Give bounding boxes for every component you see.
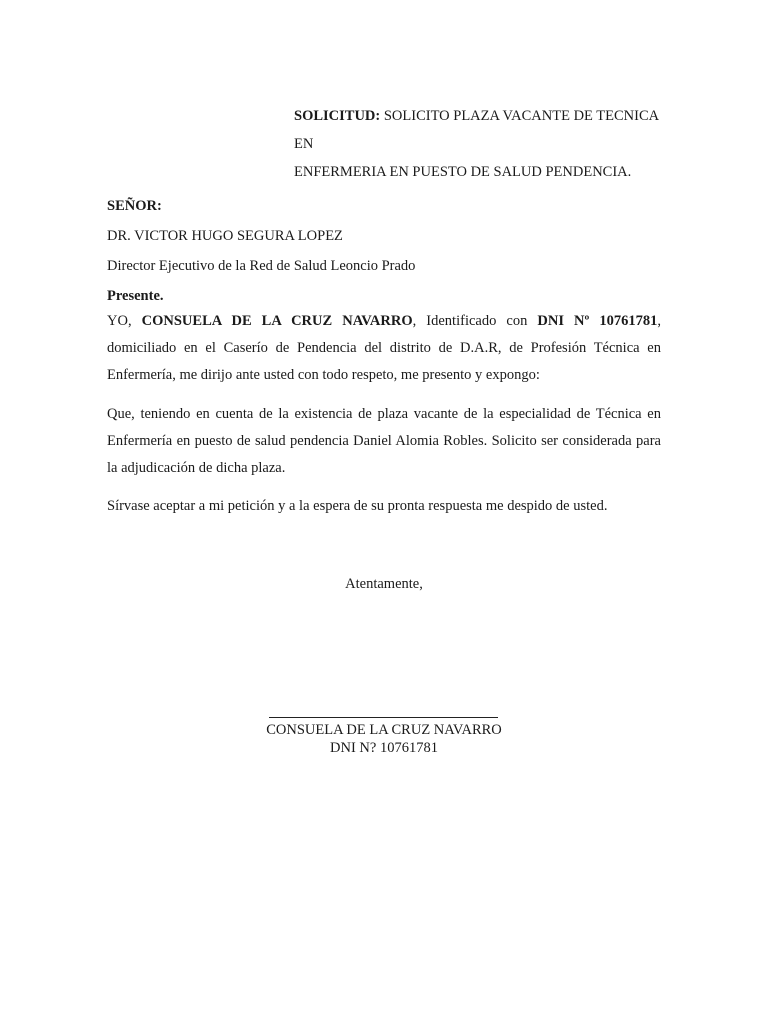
- presente-label: Presente.: [107, 288, 164, 304]
- subject-line-1: SOLICITO PLAZA VACANTE DE TECNICA EN: [294, 108, 659, 152]
- subject-line-2: ENFERMERIA EN PUESTO DE SALUD PENDENCIA.: [294, 164, 632, 180]
- paragraph-farewell: Sírvase aceptar a mi petición y a la espera de su pronta respuesta me despido de usted.: [107, 498, 608, 514]
- subject-block: [294, 102, 674, 186]
- intro-suffix: , domiciliado en el Caserío de Pendencia del distrito de D.A.R, de Profesión Técnica en Enfermería, me dirijo ante usted con todo respeto, me presento y expongo:: [107, 313, 661, 383]
- paragraph-request: Que, teniendo en cuenta de la existencia de plaza vacante de la especialidad de Técnica en Enfermería en puesto de salud pendencia Daniel Alomia Robles. Solicito ser considerada para la adjudicación de dicha plaza.: [107, 406, 661, 476]
- addressee-name: DR. VICTOR HUGO SEGURA LOPEZ: [107, 228, 343, 244]
- addressee-block: [107, 191, 667, 311]
- signature-dni: DNI N? 10761781: [330, 740, 438, 756]
- addressee-title: Director Ejecutivo de la Red de Salud Leoncio Prado: [107, 258, 416, 274]
- intro-middle: , Identificado con: [412, 313, 538, 329]
- signature-line: [269, 717, 498, 718]
- subject-label: SOLICITUD:: [294, 108, 381, 124]
- applicant-dni: DNI Nº 10761781: [537, 313, 658, 329]
- intro-prefix: YO,: [107, 313, 142, 329]
- signature-name: CONSUELA DE LA CRUZ NAVARRO: [266, 722, 502, 738]
- salutation: SEÑOR:: [107, 198, 162, 214]
- paragraph-introduction: [107, 308, 661, 389]
- signature-block: [200, 721, 568, 757]
- closing-text: Atentamente,: [345, 576, 423, 592]
- applicant-name: CONSUELA DE LA CRUZ NAVARRO: [141, 313, 413, 329]
